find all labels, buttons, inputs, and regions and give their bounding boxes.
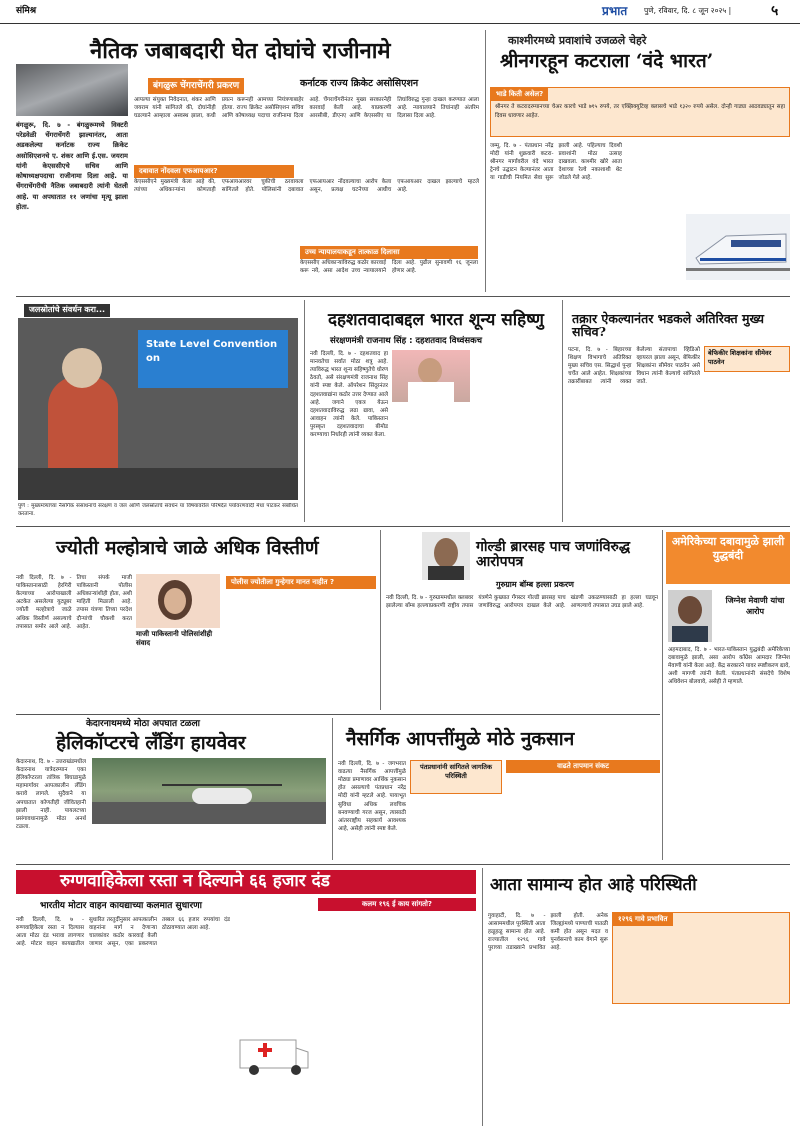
story1-lede: बंगळुरू, दि. ७ - बंगळुरूमध्ये विक्टरी परेडवेळी चेंगराचेंगरी झाल्यानंतर, आता अडकलेल्या कर्नाटक राज्य क्रिकेट असोसिएशनचे ए. शंकर आणि ई.एस. जयराम यांनी केएससीएचे सचिव आणि कोषाध्यक्षपदाचा राजीनामा दिला आहे. या चेंगराचेंगरीची नैतिक जबाबदारी त्यांनी घेतली आहे. या अपघातात ११ जणांचा मृत्यू झाला होता. [16,121,128,211]
story11-body-cont [236,916,314,1026]
story11-ambulance-photo [236,1030,314,1080]
story9-photo [92,758,326,824]
story1-sub2-body: केएससीए अधिकाऱ्यांविरुद्ध कठोर कारवाई करू नये, असा आदेश उच्च न्यायालयाने दिला आहे. पुढील सुनावणी १६ जूनला होणार आहे. [300,260,478,275]
story11-headline: रुग्णवाहिकेला रस्ता न दिल्याने ६६ हजार दंड [60,871,330,891]
story10-body: नवी दिल्ली, दि. ७ - जगभरात वाढत्या नैसर्गिक आपत्तींमुळे मोठ्या प्रमाणावर आर्थिक नुकसान होत असल्याचे पंतप्रधान नरेंद्र मोदी यांनी म्हटले आहे. पायाभूत सुविधा अधिक लवचिक बनवण्याची गरज असून, त्यासाठी आंतरराष्ट्रीय सहकार्य आवश्यक आहे, असेही त्यांनी स्पष्ट केले. [338,761,406,832]
story11-box-body [318,912,476,1124]
story2-headline: श्रीनगरहून कटराला ‘वंदे भारत’ [500,50,714,72]
story6-body-cont [226,590,376,710]
brand-logo: प्रभात [602,4,628,18]
story10-body-cont [410,798,660,860]
story6-headline: ज्योती मल्होत्राचे जाळे अधिक विस्तीर्ण [56,537,319,559]
story6-photo-label: माजी पाकिस्तानी पोलिसांशीही संवाद [136,630,213,648]
story4-body: नवी दिल्ली, दि. ७ - दहशतवाद हा मानवतेचा सर्वात मोठा शत्रू आहे. त्याविरुद्ध भारत शून्य सहिष्णुतेचे धोरण ठेवतो, असे संरक्षणमंत्री राजनाथ सिंह यांनी स्पष्ट केले. ऑपरेशन सिंदूरनंतर दहशतवाद्यांना कठोर उत्तर देण्यात आले आहे. जगाने एकत्र येऊन दहशतवादाविरुद्ध लढा द्यावा, असे आवाहन त्यांनी केले. पाकिस्तान पुरस्कृत दहशतवादाचा बीमोड करण्याचा निर्धारही त्यांनी व्यक्त केला. [310,351,388,439]
story10-box1-title: पंतप्रधानांनी सांगितले जागतिक परिस्थिती [420,763,492,780]
story7-photo [422,532,470,580]
story8-photo [668,590,712,642]
story7-headline: गोल्डी ब्रारसह पाच जणांविरुद्ध आरोपपत्र [476,539,631,570]
story2-body: जम्मू, दि. ७ - पंतप्रधान नरेंद्र मोदी यांनी शुक्रवारी कटरा-श्रीनगर मार्गावरील वंदे भारत ट्रेनचे उद्घाटन केल्यानंतर आता या गाडीची नियमित सेवा सुरू झाली आहे. पहिल्याच दिवशी प्रवाशांनी मोठा उत्साह दाखवला. काश्मीर खोरे आता देशाच्या रेल्वे नकाशाशी थेट जोडले गेले आहे. [490,143,622,182]
story10-box2-title: वाढते तापमान संकट [506,760,660,773]
story9-kicker: केदारनाथमध्ये मोठा अपघात टळला [86,719,201,729]
story2-body-cont [628,142,790,212]
page-number: ५ [771,3,779,19]
story3-photo [18,318,298,500]
story8-body: अहमदाबाद, दि. ७ - भारत-पाकिस्तान युद्धबंदी अमेरिकेच्या दबावामुळे झाली, असा आरोप काँग्रेस आमदार जिग्नेश मेवाणी यांनी केला आहे. केंद्र सरकारने यावर स्पष्टीकरण द्यावे, अशी मागणी त्यांनी केली. पंतप्रधानांनी संसदेचे विशेष अधिवेशन बोलवावे, असेही ते म्हणाले. [668,647,790,686]
story8-header-box [666,532,790,584]
story6-body: नवी दिल्ली, दि. ७ - पाकिस्तानासाठी हेरगिरी केल्याच्या आरोपाखाली अटकेत असलेल्या युट्यूबर ज्योती मल्होत्राचे जाळे अधिक विस्तीर्ण असल्याचे तपासात समोर आले आहे. तिचा संपर्क माजी पाकिस्तानी पोलीस अधिकाऱ्यांशीही होता, अशी माहिती मिळाली आहे. तपास यंत्रणा तिच्या परदेश दौऱ्यांची चौकशी करत आहेत. [16,575,132,630]
story11-kicker: भारतीय मोटार वाहन कायद्याच्या कलमात सुधारणा [40,901,202,911]
story12-box [612,912,790,1004]
story9-body-cont [92,828,326,858]
story12-headline: आता सामान्य होत आहे परिस्थिती [490,875,697,895]
story12-body-cont [612,1008,790,1124]
story7-body: नवी दिल्ली, दि. ७ - गुरुग्राममधील क्लबवर झालेल्या बॉम्ब हल्ल्याप्रकरणी राष्ट्रीय तपास यंत्रणेने कुख्यात गँगस्टर गोल्डी ब्रारसह पाच जणांविरुद्ध आरोपपत्र दाखल केले आहे. खंडणी उकळण्यासाठी हा हल्ला घडवून आणल्याचे तपासात उघड झाले आहे. [386,595,658,610]
story2-box-title: भाडे किती असेल? [491,88,548,101]
story1-sub1-body: केएससीएने मुख्यमंत्री केला आहे की, त्यांच्या अधिकाऱ्यांना कोणताही एफआयआरवर चुकीची ठरवायला सांगितले होते. पोलिसांनी दबावात एफआयआर नोंदवल्याचा आरोप केला असून, प्रत्यक्ष घटनेच्या आधीच एफआयआर दाखल झाल्याचे म्हटले आहे. [134,179,479,194]
story5-box-title: बेफिकीर शिक्षकांना सीमेवर पाठवेन [708,349,772,366]
story7-kicker: गुरुग्राम बॉम्ब हल्ला प्रकरण [496,580,574,589]
story11-box-title: कलम १९६ ई काय सांगतो? [318,898,476,911]
section-label: संमिश्र [16,6,37,16]
story5-headline: तक्रार ऐकल्यानंतर भडकले अतिरिक्त मुख्य सचिव? [572,311,765,340]
story3-caption: पुणे : मुख्यमंत्र्यांच्या नैसर्गिक संसाधनांचे संरक्षण व जल आणि जलस्रोतांचे संवर्धन या विषयावरील परिषदेत पर्यावरणवादी मेधा पाटकर संबोधित करताना. [18,503,298,517]
story6-sub: पोलीस ज्योतीला गुन्हेगार मानत नाहीत ? [226,576,376,589]
story2-box-body: श्रीनगर ते कटरादरम्यानच्या चेअर कारचे भाडे ७१५ रुपये, तर एक्झिक्युटिव्ह क्लासचे भाडे १३२० रुपये असेल. दोन्ही गाड्या आठवड्यातून सहा दिवस धावणार आहेत. [495,104,785,119]
story3-banner: State Level Convention on [138,330,288,388]
story1-body: आपल्या संयुक्त निवेदनात, शंकर आणि जयराम यांनी सांगितले की, दोघांनीही घडल्याने आम्हाला अस्वस्थ झाला, कधी प्रयत्न करूनही आमच्या नियंत्रणाबाहेर होत्या. राज्य क्रिकेट असोसिएशन सचिव आणि कोषाध्यक्ष पदाचा राजीनामा दिला आहे. चेंगराचेंगरीनंतर मुख्य सरकारनेही कारवाई केली आहे. याप्रकरणी आरसीबी, डीएनए आणि केएससीए या तिघांविरुद्ध गुन्हा दाखल करण्यात आला आहे. न्यायालयाने तिघांनाही अंतरिम दिलासा दिला आहे. [134,97,479,120]
story9-headline: हेलिकॉप्टरचे लँडिंग हायवेवर [56,732,246,754]
story6-photo [136,574,220,628]
story4-photo [392,350,470,402]
story8-headline: अमेरिकेच्या दबावामुळे झाली युद्धबंदी [671,535,785,563]
story5-body: पटना, दि. ७ - बिहारच्या शिक्षण विभागाचे अतिरिक्त मुख्य सचिव एस. सिद्धार्थ पुन्हा चर्चेत आले आहेत. शिक्षकांच्या तक्रारींबाबत त्यांनी व्यक्त केलेल्या संतापाचा व्हिडिओ व्हायरल झाला असून, बेफिकीर शिक्षकांना सीमेवर पाठवेन असे विधान त्यांनी केल्याचे सांगितले जाते. [568,347,700,386]
story4-headline: दहशतवादाबद्दल भारत शून्य सहिष्णु [328,310,544,330]
story12-body: गुवाहाटी, दि. ७ - आसाममधील पूरस्थिती आता हळूहळू सामान्य होत आहे. राज्यातील १२९६ गावे पुराच्या तडाख्याने प्रभावित झाली होती. अनेक जिल्ह्यांमध्ये पाण्याची पातळी कमी होत असून मदत व पुनर्वसनाचे काम वेगाने सुरू आहे. [488,913,608,952]
story4-kicker: संरक्षणमंत्री राजनाथ सिंह : दहशतवाद विध्वंसकच [330,336,483,346]
dateline: पुणे, रविवार, दि. ८ जून २०२५ | [644,6,732,15]
story9-body: केदारनाथ, दि. ७ - उत्तराखंडमधील केदारनाथ यात्रेदरम्यान एका हेलिकॉप्टरला तांत्रिक बिघाडामुळे महामार्गावर आपत्कालीन लँडिंग करावे लागले. सुदैवाने या अपघातात कोणतीही जीवितहानी झाली नाही. पायलटच्या प्रसंगावधानामुळे मोठा अनर्थ टळला. [16,759,86,830]
story11-body: नवी दिल्ली, दि. ७ - रुग्णवाहिकेला रस्ता न दिल्यास आता मोठा दंड भरावा लागणार आहे. मोटार वाहन कायद्यातील सुधारित तरतुदींनुसार आपत्कालीन वाहनांना मार्ग न देणाऱ्या चालकांवर कठोर कारवाई केली जाणार असून, एका प्रकरणात तब्बल ६६ हजार रुपयांचा दंड ठोठावण्यात आला आहे. [16,917,230,948]
story1-kicker: बंगळुरू चेंगराचेंगरी प्रकरण [148,78,244,94]
story5-box [704,346,790,372]
masthead [0,0,800,24]
story1-headline: नैतिक जबाबदारी घेत दोघांचे राजीनामे [90,38,391,64]
story3-strap: जलस्रोतांचे संवर्धन करा... [24,304,110,317]
story12-box-title: १२९६ गावे प्रभावित [613,913,673,926]
story1-photo [16,64,128,116]
story8-kicker: जिग्नेश मेवाणी यांचा आरोप [725,596,785,616]
story2-box [490,87,790,137]
story1-subkicker: कर्नाटक राज्य क्रिकेट असोसिएशन [300,78,419,89]
story10-headline: नैसर्गिक आपत्तींमुळे मोठे नुकसान [346,728,575,750]
story2-train-photo [686,214,790,280]
story1-sub2: उच्च न्यायालयाकडून तात्काळ दिलासा [300,246,478,259]
story4-body-cont [392,406,556,520]
story10-box1 [410,760,502,794]
story2-kicker: काश्मीरमध्ये प्रवाशांचे उजळले चेहरे [508,34,647,47]
story1-sub1: दबावात नोंदवला एफआयआर? [134,165,294,178]
